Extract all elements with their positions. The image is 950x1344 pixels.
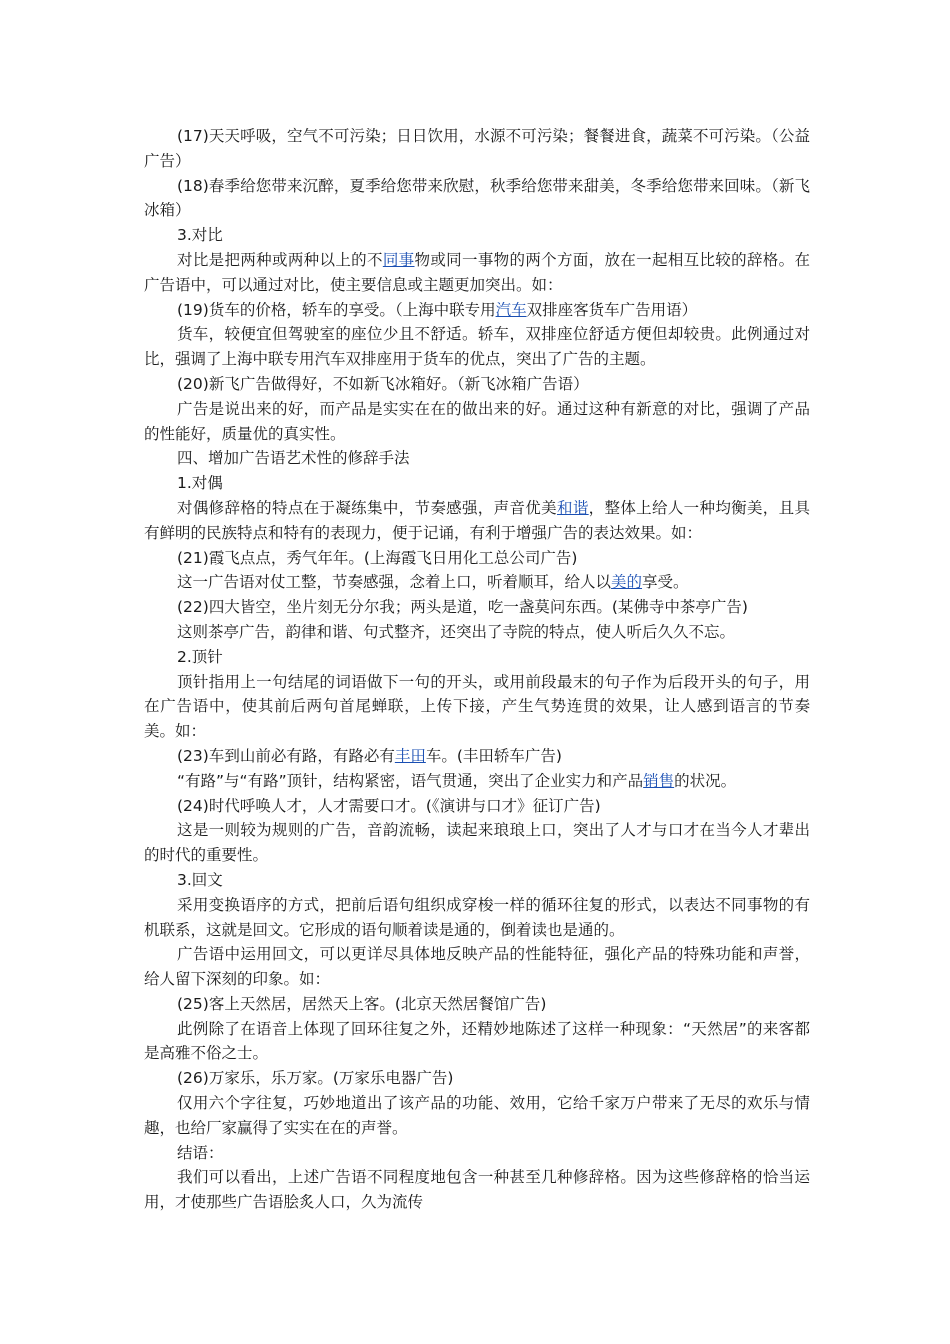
heading-huiwen: 3.回文 <box>177 870 223 889</box>
paragraph-25: (25)客上天然居，居然天上客。(北京天然居餐馆广告) <box>177 994 547 1013</box>
paragraph-20-explain: 广告是说出来的好，而产品是实实在在的做出来的好。通过这种有新意的对比，强调了产品的性能好，质量优的真实性。 <box>144 399 810 443</box>
paragraph-21-explain <box>144 570 810 595</box>
link-xiaoshou[interactable]: 销售 <box>643 771 675 790</box>
paragraph-23 <box>144 744 810 769</box>
link-fengtian[interactable]: 丰田 <box>394 746 426 765</box>
paragraph-dingzhen-def: 顶针指用上一句结尾的词语做下一句的开头，或用前段最末的句子作为后段开头的句子，用在广告语中，使其前后两句首尾蝉联，上传下接，产生气势连贯的效果，让人感到语言的节奏美。如： <box>144 672 810 741</box>
text-span: 对偶修辞格的特点在于凝练集中，节奏感强，声音优美 <box>177 498 557 517</box>
paragraph-26-explain: 仅用六个字往复，巧妙地道出了该产品的功能、效用，它给千家万户带来了无尽的欢乐与情趣，也给厂家赢得了实实在在的声誉。 <box>144 1094 810 1137</box>
link-qiche[interactable]: 汽车 <box>495 300 527 319</box>
text-span: ，整体上给人一种均衡美，且具有鲜明的民族特点和特有的表现力，便于记诵，有利于增强广告的表达效果。如： <box>144 498 810 542</box>
heading-contrast: 3.对比 <box>177 226 223 245</box>
paragraph-duiou-def <box>144 496 810 546</box>
text-span: 的状况。 <box>674 771 737 790</box>
paragraph-conclusion: 我们可以看出，上述广告语不同程度地包含一种甚至几种修辞格。因为这些修辞格的恰当运用，才使那些广告语脍炙人口，久为流传 <box>144 1168 810 1212</box>
paragraph-huiwen-use: 广告语中运用回文，可以更详尽具体地反映产品的性能特征，强化产品的特殊功能和声誉，给人留下深刻的印象。如： <box>144 945 810 989</box>
text-span: 车。(丰田轿车广告) <box>425 746 562 765</box>
paragraph-contrast-def <box>144 248 810 298</box>
heading-dingzhen: 2.顶针 <box>177 647 223 666</box>
text-span: 享受。 <box>642 573 689 592</box>
link-meide[interactable]: 美的 <box>611 573 643 592</box>
text-span: (19)货车的价格，轿车的享受。（上海中联专用 <box>177 300 496 319</box>
text-span: (23)车到山前必有路，有路必有 <box>177 746 395 765</box>
paragraph-23-explain <box>144 769 810 794</box>
paragraph-20: (20)新飞广告做得好，不如新飞冰箱好。（新飞冰箱广告语） <box>177 374 589 393</box>
paragraph-huiwen-def: 采用变换语序的方式，把前后语句组织成穿梭一样的循环往复的形式，以表达不同事物的有机联系，这就是回文。它形成的语句顺着读是通的，倒着读也是通的。 <box>144 895 810 939</box>
paragraph-19-explain: 货车，较便宜但驾驶室的座位少且不舒适。轿车，双排座位舒适方便但却较贵。此例通过对比，强调了上海中联专用汽车双排座用于货车的优点，突出了广告的主题。 <box>144 325 810 369</box>
heading-duiou: 1.对偶 <box>177 474 223 493</box>
text-span: 对比是把两种或两种以上的不 <box>177 250 383 269</box>
paragraph-19 <box>144 298 810 323</box>
text-span: 双排座客货车广告用语） <box>526 300 698 319</box>
document-body <box>144 124 810 1215</box>
paragraph-22-explain: 这则茶亭广告，韵律和谐、句式整齐，还突出了寺院的特点，使人听后久久不忘。 <box>177 622 736 641</box>
paragraph-24-explain: 这是一则较为规则的广告，音韵流畅，读起来琅琅上口，突出了人才与口才在当今人才辈出的时代的重要性。 <box>144 821 810 865</box>
paragraph-18: (18)春季给您带来沉醉，夏季给您带来欣慰，秋季给您带来甜美，冬季给您带来回味。（新飞冰箱） <box>144 176 810 220</box>
text-span: “有路”与“有路”顶针，结构紧密，语气贯通，突出了企业实力和产品 <box>177 771 644 790</box>
paragraph-21: (21)霞飞点点，秀气年年。(上海霞飞日用化工总公司广告) <box>177 548 578 567</box>
paragraph-24: (24)时代呼唤人才，人才需要口才。(《演讲与口才》征订广告) <box>177 796 601 815</box>
section-heading-4: 四、增加广告语艺术性的修辞手法 <box>177 449 410 468</box>
paragraph-26: (26)万家乐，乐万家。(万家乐电器广告) <box>177 1069 454 1088</box>
text-span: 这一广告语对仗工整，节奏感强，念着上口，听着顺耳，给人以 <box>177 573 612 592</box>
paragraph-22: (22)四大皆空，坐片刻无分尔我；两头是道，吃一盏莫问东西。(某佛寺中茶亭广告) <box>177 598 748 617</box>
heading-conclusion: 结语： <box>177 1143 224 1162</box>
paragraph-25-explain: 此例除了在语音上体现了回环往复之外，还精妙地陈述了这样一种现象：“天然居”的来客都是高雅不俗之士。 <box>144 1019 810 1063</box>
paragraph-17: (17)天天呼吸，空气不可污染；日日饮用，水源不可污染；餐餐进食，蔬菜不可污染。（公益广告） <box>144 127 810 170</box>
text-span: 物或同一事物的两个方面，放在一起相互比较的辞格。在广告语中，可以通过对比，使主要信息或主题更加突出。如： <box>144 250 810 294</box>
link-tongshi[interactable]: 同事 <box>382 250 415 269</box>
link-hexie[interactable]: 和谐 <box>556 498 589 517</box>
